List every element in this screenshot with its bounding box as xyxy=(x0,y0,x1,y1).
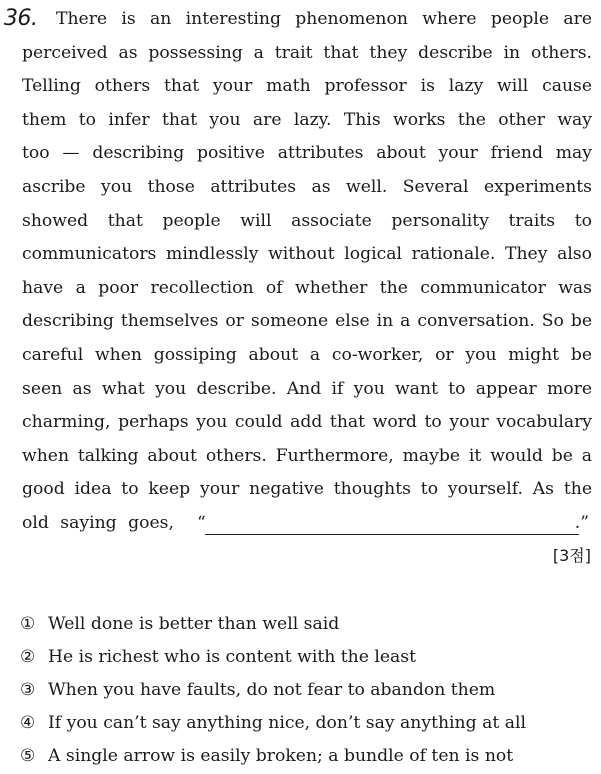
answer-blank xyxy=(197,508,587,537)
choice-marker: ③ xyxy=(20,680,36,700)
passage-line: have a poor recollection of whether the communicator was xyxy=(22,277,592,298)
choice-text: A single arrow is easily broken; a bundle of ten is not xyxy=(48,746,514,766)
passage-line: when talking about others. Furthermore, maybe it would be a xyxy=(22,445,592,466)
passage-line: too — describing positive attributes about your friend may xyxy=(22,143,592,164)
choice-2[interactable] xyxy=(20,642,600,675)
close-quote: .” xyxy=(574,512,589,533)
passage-line: them to infer that you are lazy. This works the other way xyxy=(22,109,592,130)
choice-4[interactable] xyxy=(20,708,600,741)
choice-text: When you have faults, do not fear to abandon them xyxy=(48,680,496,700)
points-label: [3점] xyxy=(552,546,591,565)
passage-line: Telling others that your math professor is lazy will cause xyxy=(22,76,592,97)
choice-marker: ① xyxy=(20,614,36,634)
open-quote: “ xyxy=(197,512,206,533)
answer-choices xyxy=(20,609,600,774)
passage-line: charming, perhaps you could add that word to your vocabulary xyxy=(22,412,592,433)
passage-line: seen as what you describe. And if you want to appear more xyxy=(22,378,592,399)
choice-marker: ⑤ xyxy=(20,746,36,766)
passage-line: good idea to keep your negative thoughts to yourself. As the xyxy=(22,479,592,500)
blank-underline xyxy=(205,534,579,535)
passage-line: communicators mindlessly without logical rationale. They also xyxy=(22,244,592,265)
passage-line: perceived as possessing a trait that they describe in others. xyxy=(22,42,592,63)
passage-last-line xyxy=(4,508,592,542)
choice-1[interactable] xyxy=(20,609,600,642)
choice-marker: ④ xyxy=(20,713,36,733)
choice-marker: ② xyxy=(20,647,36,667)
question-number: 36. xyxy=(4,6,38,31)
choice-text: Well done is better than well said xyxy=(48,614,340,634)
passage-line: careful when gossiping about a co-worker, or you might be xyxy=(22,344,592,365)
passage-line: describing themselves or someone else in a conversation. So be xyxy=(22,311,592,332)
choice-text: If you can’t say anything nice, don’t say anything at all xyxy=(48,713,526,733)
passage-line: There is an interesting phenomenon where people are xyxy=(56,9,592,29)
choice-3[interactable] xyxy=(20,675,600,708)
choice-text: He is richest who is content with the least xyxy=(48,647,417,667)
choice-5[interactable] xyxy=(20,741,600,774)
passage-line: showed that people will associate personality traits to xyxy=(22,210,592,231)
last-line-lead: old saying goes, xyxy=(22,512,174,533)
passage xyxy=(4,4,592,542)
passage-line: ascribe you those attributes as well. Several experiments xyxy=(22,176,592,197)
